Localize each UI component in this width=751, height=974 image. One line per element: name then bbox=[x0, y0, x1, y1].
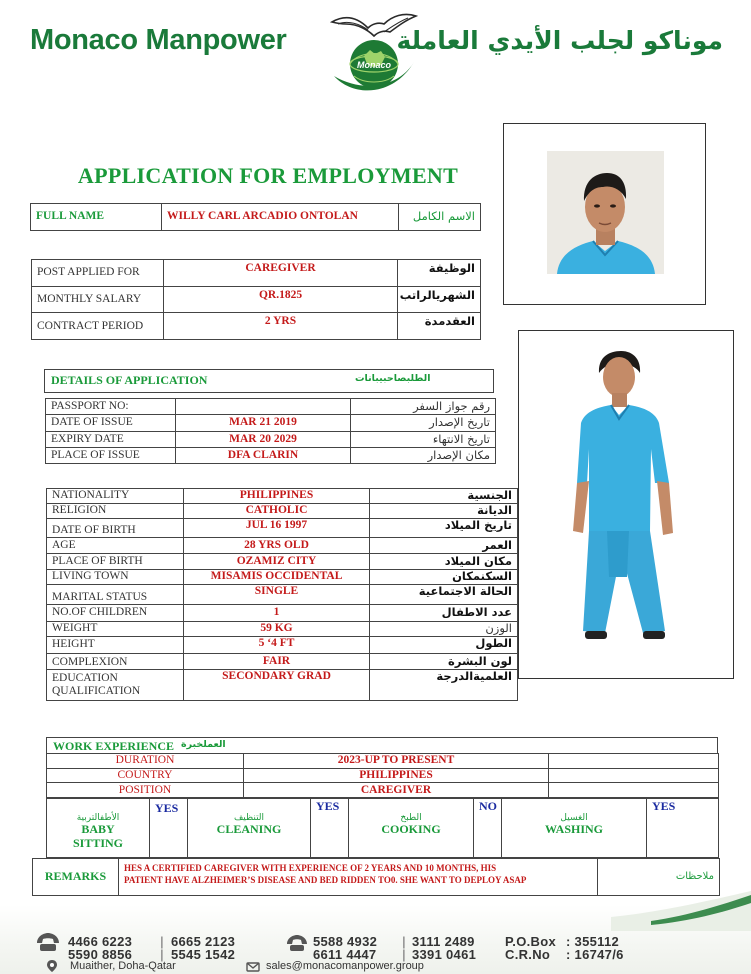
footer-corner-decoration bbox=[611, 891, 751, 931]
position-value: CAREGIVER bbox=[244, 783, 549, 798]
full-name-table bbox=[30, 203, 481, 231]
phone-icon bbox=[34, 931, 62, 953]
portrait-photo-frame bbox=[503, 123, 706, 305]
expiry-date-value: MAR 20 2029 bbox=[176, 431, 351, 447]
weight-label-ar: الوزن bbox=[370, 622, 518, 637]
personal-row bbox=[47, 637, 518, 654]
position-extra bbox=[549, 783, 719, 798]
place-of-birth-label: PLACE OF BIRTH bbox=[47, 554, 184, 570]
phone-b4: 3391 0461 bbox=[412, 947, 477, 962]
height-label-ar: الطول bbox=[370, 637, 518, 654]
personal-row bbox=[47, 670, 518, 701]
passport-label: PASSPORT NO: bbox=[46, 399, 176, 415]
age-value: 28 YRS OLD bbox=[184, 538, 370, 554]
personal-row bbox=[47, 622, 518, 637]
salary-label: MONTHLY SALARY bbox=[32, 286, 164, 313]
company-name-en: Monaco Manpower bbox=[30, 24, 287, 56]
skill-washing-answer: YES bbox=[647, 799, 719, 858]
personal-row bbox=[47, 519, 518, 538]
phone-a2: 6665 2123 bbox=[171, 934, 236, 949]
post-row bbox=[32, 313, 481, 340]
skill-cleaning-answer: YES bbox=[311, 799, 349, 858]
weight-value: 59 KG bbox=[184, 622, 370, 637]
personal-table bbox=[46, 488, 518, 701]
personal-row bbox=[47, 538, 518, 554]
skill-washing bbox=[502, 799, 647, 858]
education-label-line2: QUALIFICATION bbox=[52, 685, 141, 697]
post-row bbox=[32, 286, 481, 313]
remarks-line1: HES A CERTIFIED CAREGIVER WITH EXPERIENCE OF 2 YEARS AND 10 MONTHS, HIS bbox=[124, 863, 497, 873]
details-row bbox=[46, 399, 496, 415]
work-heading-ar: العملخبرة bbox=[181, 739, 226, 750]
personal-row bbox=[47, 570, 518, 585]
height-value: 5 ‘4 FT bbox=[184, 637, 370, 654]
phone-a3: 5590 8856 bbox=[68, 947, 133, 962]
contract-value: 2 YRS bbox=[164, 313, 398, 340]
dob-value: JUL 16 1997 bbox=[184, 519, 370, 538]
complexion-label-ar: لون البشرة bbox=[370, 654, 518, 670]
education-value: SECONDARY GRAD bbox=[184, 670, 370, 701]
pobox-label: P.O.Box bbox=[505, 934, 556, 949]
crno-label: C.R.No bbox=[505, 947, 551, 962]
address: Muaither, Doha-Qatar bbox=[70, 960, 176, 972]
nationality-label: NATIONALITY bbox=[47, 489, 184, 504]
complexion-value: FAIR bbox=[184, 654, 370, 670]
skill-cleaning bbox=[188, 799, 311, 858]
living-town-label-ar: السكنمكان bbox=[370, 570, 518, 585]
post-label: POST APPLIED FOR bbox=[32, 260, 164, 287]
remarks-label-ar: ملاحظات bbox=[598, 859, 720, 896]
phone-a4: 5545 1542 bbox=[171, 947, 236, 962]
details-table bbox=[45, 398, 496, 464]
portrait-photo bbox=[547, 151, 664, 274]
contract-label-ar: العقدمدة bbox=[398, 313, 481, 340]
place-of-birth-value: OZAMIZ CITY bbox=[184, 554, 370, 570]
mobile-phone-icon bbox=[284, 933, 310, 953]
page-title: APPLICATION FOR EMPLOYMENT bbox=[77, 163, 459, 188]
religion-label: RELIGION bbox=[47, 504, 184, 519]
details-heading: DETAILS OF APPLICATION bbox=[51, 373, 208, 387]
country-extra bbox=[549, 768, 719, 783]
issue-date-label: DATE OF ISSUE bbox=[46, 415, 176, 431]
skill-cooking-answer: NO bbox=[474, 799, 502, 858]
phone-b2: 3111 2489 bbox=[412, 934, 475, 949]
phone-b3: 6611 4447 bbox=[313, 947, 377, 962]
living-town-value: MISAMIS OCCIDENTAL bbox=[184, 570, 370, 585]
personal-row bbox=[47, 654, 518, 670]
remarks-line2: PATIENT HAVE ALZHEIMER’S DISEASE AND BED RIDDEN TO0. SHE WANT TO DEPLOY ASAP bbox=[124, 875, 527, 886]
duration-value: 2023-UP TO PRESENT bbox=[244, 754, 549, 769]
post-row bbox=[32, 260, 481, 287]
weight-label: WEIGHT bbox=[47, 622, 184, 637]
passport-label-ar: رقم جواز السفر bbox=[351, 399, 496, 415]
religion-value: CATHOLIC bbox=[184, 504, 370, 519]
place-of-birth-label-ar: مكان الميلاد bbox=[370, 554, 518, 570]
country-label: COUNTRY bbox=[47, 768, 244, 783]
details-row bbox=[46, 415, 496, 431]
details-row bbox=[46, 431, 496, 447]
education-label-line1: EDUCATION bbox=[52, 671, 118, 684]
skill-cleaning-ar: التنظيف bbox=[233, 813, 265, 823]
nationality-label-ar: الجنسية bbox=[370, 489, 518, 504]
crno-value: : 16747/6 bbox=[566, 947, 624, 962]
personal-row bbox=[47, 585, 518, 605]
skill-washing-ar: الغسيل bbox=[560, 813, 588, 823]
place-of-issue-label-ar: مكان الإصدار bbox=[351, 447, 496, 463]
details-heading-box bbox=[44, 369, 494, 393]
education-label bbox=[47, 670, 184, 701]
skill-baby-sitting bbox=[47, 799, 150, 858]
marital-status-label-ar: الحالة الاجتماعية bbox=[370, 585, 518, 605]
height-label: HEIGHT bbox=[47, 637, 184, 654]
skill-baby-sitting-answer: YES bbox=[150, 799, 188, 858]
personal-row bbox=[47, 504, 518, 519]
skill-baby-sitting-line2: SITTING bbox=[72, 836, 124, 851]
skill-cleaning-line1: CLEANING bbox=[216, 822, 282, 837]
children-value: 1 bbox=[184, 605, 370, 622]
details-row bbox=[46, 447, 496, 463]
skill-cooking-ar: الطبخ bbox=[400, 813, 422, 823]
duration-label: DURATION bbox=[47, 754, 244, 769]
email[interactable]: sales@monacomanpower.group bbox=[266, 960, 424, 972]
emblem-text: Monaco bbox=[356, 60, 392, 70]
remarks-label: REMARKS bbox=[33, 859, 119, 896]
marital-status-label: MARITAL STATUS bbox=[47, 585, 184, 605]
footer: 4466 6223 | 6665 2123 5590 8856 | 5545 1542 5588 4932 | 3111 2489 6611 4447 | 3391 0461 P.O.Box : 355112 C.R.No : 16747/6 Muaither, Doha-Qatar sales@monacomanpower.group bbox=[0, 905, 751, 974]
issue-date-value: MAR 21 2019 bbox=[176, 415, 351, 431]
contract-label: CONTRACT PERIOD bbox=[32, 313, 164, 340]
work-table bbox=[46, 753, 719, 798]
skill-cooking-line1: COOKING bbox=[381, 822, 441, 837]
children-label: NO.OF CHILDREN bbox=[47, 605, 184, 622]
remarks-text bbox=[119, 859, 598, 896]
living-town-label: LIVING TOWN bbox=[47, 570, 184, 585]
country-value: PHILIPPINES bbox=[244, 768, 549, 783]
skill-washing-line1: WASHING bbox=[544, 822, 603, 837]
salary-value: QR.1825 bbox=[164, 286, 398, 313]
work-row bbox=[47, 783, 719, 798]
dob-label: DATE OF BIRTH bbox=[47, 519, 184, 538]
phone-b1: 5588 4932 bbox=[313, 934, 378, 949]
nationality-value: PHILIPPINES bbox=[184, 489, 370, 504]
work-row bbox=[47, 754, 719, 769]
personal-row bbox=[47, 489, 518, 504]
skill-baby-sitting-line1: BABY bbox=[81, 822, 115, 837]
salary-label-ar: الشهريالراتب bbox=[398, 286, 481, 313]
full-name-label: FULL NAME bbox=[31, 204, 162, 231]
full-body-photo-frame bbox=[518, 330, 734, 679]
dob-label-ar: تاريخ الميلاد bbox=[370, 519, 518, 538]
children-label-ar: عدد الاطفال bbox=[370, 605, 518, 622]
personal-row bbox=[47, 554, 518, 570]
position-label: POSITION bbox=[47, 783, 244, 798]
expiry-date-label: EXPIRY DATE bbox=[46, 431, 176, 447]
work-heading: WORK EXPERIENCE bbox=[53, 739, 175, 753]
full-name-value: WILLY CARL ARCADIO ONTOLAN bbox=[162, 204, 399, 231]
post-value: CAREGIVER bbox=[164, 260, 398, 287]
company-name-ar: موناكو لجلب الأيدي العاملة bbox=[396, 26, 723, 55]
place-of-issue-value: DFA CLARIN bbox=[176, 447, 351, 463]
expiry-date-label-ar: تاريخ الانتهاء bbox=[351, 431, 496, 447]
full-body-photo bbox=[519, 331, 733, 678]
post-label-ar: الوظيفة bbox=[398, 260, 481, 287]
age-label: AGE bbox=[47, 538, 184, 554]
passport-value bbox=[176, 399, 351, 415]
skill-baby-sitting-ar: الأطفالتربية bbox=[76, 813, 120, 823]
phone-a1: 4466 6223 bbox=[68, 934, 133, 949]
education-label-ar: العلميةالدرجة bbox=[370, 670, 518, 701]
duration-extra bbox=[549, 754, 719, 769]
skill-cooking bbox=[349, 799, 474, 858]
complexion-label: COMPLEXION bbox=[47, 654, 184, 670]
issue-date-label-ar: تاريخ الإصدار bbox=[351, 415, 496, 431]
religion-label-ar: الديانة bbox=[370, 504, 518, 519]
pobox-value: : 355112 bbox=[566, 934, 620, 949]
work-heading-box bbox=[46, 737, 718, 754]
skills-table bbox=[46, 798, 719, 858]
marital-status-value: SINGLE bbox=[184, 585, 370, 605]
email-icon bbox=[246, 962, 260, 972]
details-heading-ar: الطلبصاحبيبانات bbox=[355, 373, 431, 384]
location-pin-icon bbox=[46, 959, 58, 973]
full-name-label-ar: الاسم الكامل bbox=[399, 204, 481, 231]
post-table bbox=[31, 259, 481, 340]
age-label-ar: العمر bbox=[370, 538, 518, 554]
place-of-issue-label: PLACE OF ISSUE bbox=[46, 447, 176, 463]
personal-row bbox=[47, 605, 518, 622]
work-row bbox=[47, 768, 719, 783]
